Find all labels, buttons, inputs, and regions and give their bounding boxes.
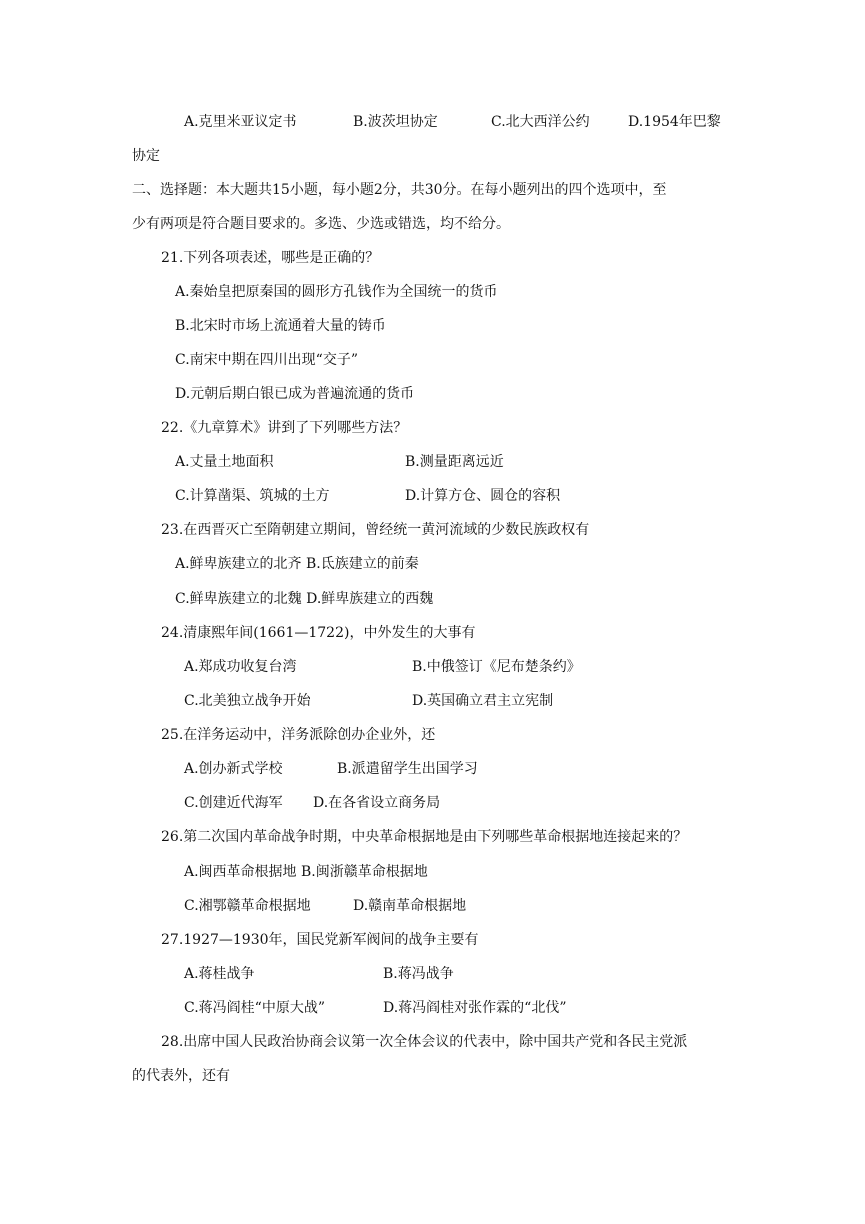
q20-option-b: B.波茨坦协定 (353, 114, 438, 130)
q25-stem: 25.在洋务运动中，洋务派除创办企业外，还 (161, 727, 436, 743)
q26-option-c: C.湘鄂赣革命根据地 (184, 898, 311, 914)
q24-option-c: C.北美独立战争开始 (184, 693, 311, 709)
q27-option-b: B.蒋冯战争 (383, 966, 454, 982)
q28-stem-line2: 的代表外，还有 (132, 1068, 230, 1084)
q26-options-ab: A.闽西革命根据地 B.闽浙赣革命根据地 (184, 864, 428, 880)
q21-stem: 21.下列各项表述，哪些是正确的？ (161, 250, 380, 266)
q26-stem: 26.第二次国内革命战争时期，中央革命根据地是由下列哪些革命根据地连接起来的？ (161, 829, 688, 845)
q25-option-b: B.派遣留学生出国学习 (337, 761, 478, 777)
q25-option-c: C.创建近代海军 (184, 795, 283, 811)
q25-option-d: D.在各省设立商务局 (313, 795, 441, 811)
q25-option-a: A.创办新式学校 (184, 761, 283, 777)
q23-options-ab: A.鲜卑族建立的北齐 B.氐族建立的前秦 (175, 556, 419, 572)
q21-option-a: A.秦始皇把原秦国的圆形方孔钱作为全国统一的货币 (175, 284, 498, 300)
q23-stem: 23.在西晋灭亡至隋朝建立期间，曾经统一黄河流域的少数民族政权有 (161, 522, 590, 538)
q22-stem: 22.《九章算术》讲到了下列哪些方法？ (161, 420, 408, 436)
q20-option-d-continuation: 协定 (132, 148, 160, 164)
q22-option-c: C.计算凿渠、筑城的土方 (175, 488, 330, 504)
q20-option-c: C.北大西洋公约 (491, 114, 590, 130)
q20-option-d: D.1954年巴黎 (628, 114, 721, 130)
q22-option-b: B.测量距离远近 (405, 454, 504, 470)
q21-option-d: D.元朝后期白银已成为普遍流通的货币 (175, 386, 415, 402)
q22-option-d: D.计算方仓、圆仓的容积 (405, 488, 561, 504)
q23-options-cd: C.鲜卑族建立的北魏 D.鲜卑族建立的西魏 (175, 591, 434, 607)
q28-stem-line1: 28.出席中国人民政治协商会议第一次全体会议的代表中，除中国共产党和各民主党派 (161, 1034, 688, 1050)
q27-option-d: D.蒋冯阎桂对张作霖的“北伐” (383, 1000, 567, 1016)
q27-option-c: C.蒋冯阎桂“中原大战” (184, 1000, 325, 1016)
q21-option-c: C.南宋中期在四川出现“交子” (175, 352, 358, 368)
q24-option-a: A.郑成功收复台湾 (184, 659, 297, 675)
q20-option-a: A.克里米亚议定书 (184, 114, 297, 130)
section2-instructions-line2: 少有两项是符合题目要求的。多选、少选或错选，均不给分。 (132, 216, 510, 232)
q24-option-d: D.英国确立君主立宪制 (412, 693, 554, 709)
q24-stem: 24.清康熙年间(1661—1722)，中外发生的大事有 (161, 625, 476, 641)
q24-option-b: B.中俄签订《尼布楚条约》 (412, 659, 581, 675)
section2-instructions-line1: 二、选择题：本大题共15小题，每小题2分，共30分。在每小题列出的四个选项中，至 (132, 182, 667, 198)
q22-option-a: A.丈量土地面积 (175, 454, 274, 470)
q27-stem: 27.1927—1930年，国民党新军阀间的战争主要有 (161, 932, 479, 948)
q27-option-a: A.蒋桂战争 (184, 966, 255, 982)
q21-option-b: B.北宋时市场上流通着大量的铸币 (175, 318, 386, 334)
q26-option-d: D.赣南革命根据地 (353, 898, 467, 914)
